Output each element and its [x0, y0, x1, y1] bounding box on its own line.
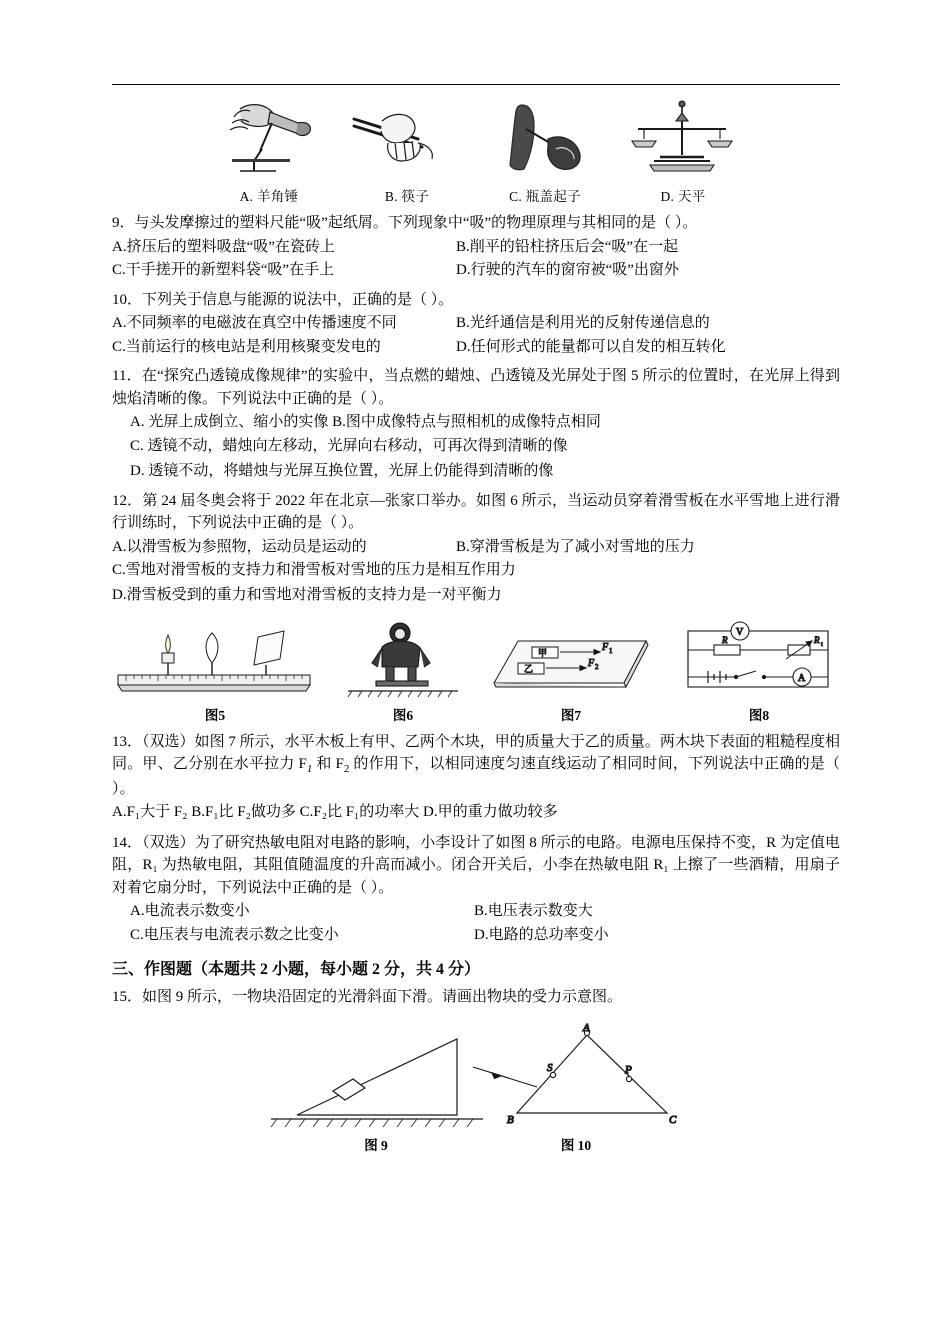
- bottom-figure-row: [112, 1023, 840, 1154]
- svg-text:F: F: [602, 641, 609, 653]
- question-9-options-row1: [112, 236, 840, 259]
- question-13-stem: [112, 731, 840, 801]
- option-b[interactable]: B.削平的铅柱挤压后会“吸”在一起: [456, 238, 679, 255]
- figure-label: 图7: [560, 707, 582, 723]
- option-a[interactable]: A.以滑雪板为参照物，运动员是运动的: [112, 538, 367, 555]
- question-11-option-d[interactable]: D. 透镜不动，将蜡烛与光屏互换位置，光屏上仍能得到清晰的像: [130, 462, 554, 479]
- question-14-options-row2: [112, 924, 840, 947]
- svg-text:A: A: [798, 672, 806, 684]
- chopsticks-icon: [348, 99, 466, 181]
- top-figure-row: [112, 99, 840, 205]
- question-12-option-d[interactable]: D.滑雪板受到的重力和雪地对滑雪板的支持力是一对平衡力: [112, 586, 502, 603]
- option-c[interactable]: C.当前运行的核电站是利用核聚变发电的: [112, 338, 381, 355]
- balance-scale-icon: [624, 99, 742, 181]
- option-d[interactable]: D.任何形式的能量都可以自发的相互转化: [456, 338, 726, 355]
- question-12-stem: 12．第 24 届冬奥会将于 2022 年在北京—张家口举办。如图 6 所示，当运动员穿着滑雪板在水平雪地上进行滑行训练时，下列说法中正确的是（ ）。: [112, 492, 840, 532]
- question-9-stem: 9．与头发摩擦过的塑料尺能“吸”起纸屑。下列现象中“吸”的物理原理与其相同的是（ ）。: [112, 215, 698, 231]
- svg-text:1: 1: [609, 646, 613, 655]
- svg-text:甲: 甲: [538, 647, 548, 658]
- question-10-options-row1: [112, 312, 840, 335]
- q13-part1: 13．（双选）如图 7 所示，水平木板上有甲、乙两个木块，甲的质量大于乙的质量。两木块下表面的粗糙程度相同。甲、乙分别在水平拉力 F: [112, 733, 840, 773]
- svg-text:t: t: [821, 641, 823, 648]
- svg-text:P: P: [625, 1063, 632, 1076]
- svg-text:乙: 乙: [524, 663, 534, 674]
- inclined-plane-icon: [261, 1023, 491, 1131]
- option-a[interactable]: A.挤压后的塑料吸盘“吸”在瓷砖上: [112, 238, 335, 255]
- svg-text:F: F: [588, 657, 595, 669]
- optical-bench-icon: [112, 617, 318, 701]
- figure-6: [342, 617, 464, 724]
- figure-5: [112, 617, 318, 724]
- skier-icon: [342, 617, 464, 701]
- figure-label: 图8: [748, 707, 770, 723]
- figure-caption: C. 瓶盖起子: [509, 189, 581, 204]
- figure-claw-hammer: [209, 99, 329, 205]
- svg-text:B: B: [507, 1113, 514, 1126]
- svg-text:V: V: [736, 626, 744, 638]
- question-11-option-c[interactable]: C. 透镜不动，蜡烛向左移动，光屏向右移动，可再次得到清晰的像: [130, 438, 568, 455]
- option-b[interactable]: B.电压表示数变大: [474, 903, 593, 919]
- header-rule: [112, 84, 840, 85]
- claw-hammer-icon: [210, 99, 328, 181]
- question-14-stem: 14．（双选）为了研究热敏电阻对电路的影响，小李设计了如图 8 所示的电路。电源电压保持不变，R 为定值电阻，R₁ 为热敏电阻，其阻值随温度的升高而减小。闭合开关后，小李在热敏电阻 R₁ 上擦了一些酒精，用扇子对着它扇分时，下列说法中正确的是（ ）。: [112, 834, 840, 896]
- svg-text:A: A: [583, 1022, 590, 1034]
- option-d[interactable]: D.电路的总功率变小: [474, 926, 609, 943]
- svg-text:R: R: [722, 634, 728, 645]
- page-content: [112, 84, 840, 1154]
- q13-sub1: 1: [306, 763, 313, 776]
- option-b[interactable]: B.穿滑雪板是为了减小对雪地的压力: [456, 538, 695, 555]
- option-a[interactable]: A.不同频率的电磁波在真空中传播速度不同: [112, 315, 397, 331]
- figure-9: [316, 1023, 436, 1154]
- question-12-option-c[interactable]: C.雪地对滑雪板的支持力和滑雪板对雪地的压力是相互作用力: [112, 562, 516, 579]
- option-c[interactable]: C.电压表与电流表示数之比变小: [130, 926, 339, 943]
- figure-caption: D. 天平: [660, 189, 706, 204]
- figure-label: 图 9: [364, 1137, 388, 1153]
- figure-chopsticks: [347, 99, 467, 205]
- middle-figure-strip: [112, 617, 840, 724]
- figure-10: [507, 1022, 677, 1154]
- section-three-title: 三、作图题（本题共 2 小题，每小题 2 分，共 4 分）: [112, 961, 481, 978]
- option-b[interactable]: B.光纤通信是利用光的反射传递信息的: [456, 315, 710, 331]
- question-10-stem: 10．下列关于信息与能源的说法中，正确的是（ ）。: [112, 291, 454, 308]
- question-9-options-row2: [112, 259, 840, 282]
- bottle-opener-icon: [486, 99, 604, 181]
- question-12-options-row1: [112, 536, 840, 559]
- svg-text:R: R: [814, 634, 820, 645]
- q13-part3: 的作用下，以相同速度匀速直线运动了相同时间，下列说法中正确的是（ ）。: [112, 756, 841, 797]
- question-14-options-row1: [112, 900, 840, 923]
- option-c[interactable]: C.干手搓开的新塑料袋“吸”在手上: [112, 262, 335, 278]
- question-15-stem: 15．如图 9 所示，一物块沿固定的光滑斜面下滑。请画出物块的受力示意图。: [112, 989, 623, 1005]
- circuit-diagram-icon: [678, 617, 840, 701]
- question-11-stem: 11．在“探究凸透镜成像规律”的实验中，当点燃的蜡烛、凸透镜及光屏处于图 5 所示的位置时，在光屏上得到烛焰清晰的像。下列说法中正确的是（ ）。: [112, 368, 840, 407]
- figure-label: 图6: [392, 707, 414, 723]
- question-11-option-ab[interactable]: A. 光屏上成倒立、缩小的实像 B.图中成像特点与照相机的成像特点相同: [130, 414, 601, 430]
- figure-7: [488, 617, 654, 724]
- figure-label: 图 10: [560, 1137, 592, 1153]
- svg-text:2: 2: [595, 662, 599, 671]
- option-d[interactable]: D.行驶的汽车的窗帘被“吸”出窗外: [456, 262, 679, 278]
- question-10-options-row2: [112, 336, 840, 359]
- figure-caption: B. 筷子: [384, 189, 430, 204]
- question-13-options[interactable]: A.F₁大于 F₂ B.F₁比 F₂做功多 C.F₂比 F₁的功率大 D.甲的重力做功较多: [112, 804, 558, 821]
- figure-caption: A. 羊角锤: [239, 189, 299, 204]
- option-a[interactable]: A.电流表示数变小: [130, 903, 250, 919]
- figure-bottle-opener: [485, 99, 605, 205]
- figure-balance: [623, 99, 743, 205]
- triangle-optics-icon: [461, 1023, 691, 1131]
- svg-text:C: C: [669, 1113, 677, 1126]
- figure-8: [678, 617, 840, 724]
- figure-label: 图5: [204, 707, 226, 723]
- q13-part2: 和 F: [312, 756, 344, 773]
- q13-sub2: 2: [343, 763, 350, 776]
- svg-text:S: S: [547, 1061, 553, 1074]
- blocks-on-board-icon: [488, 617, 654, 701]
